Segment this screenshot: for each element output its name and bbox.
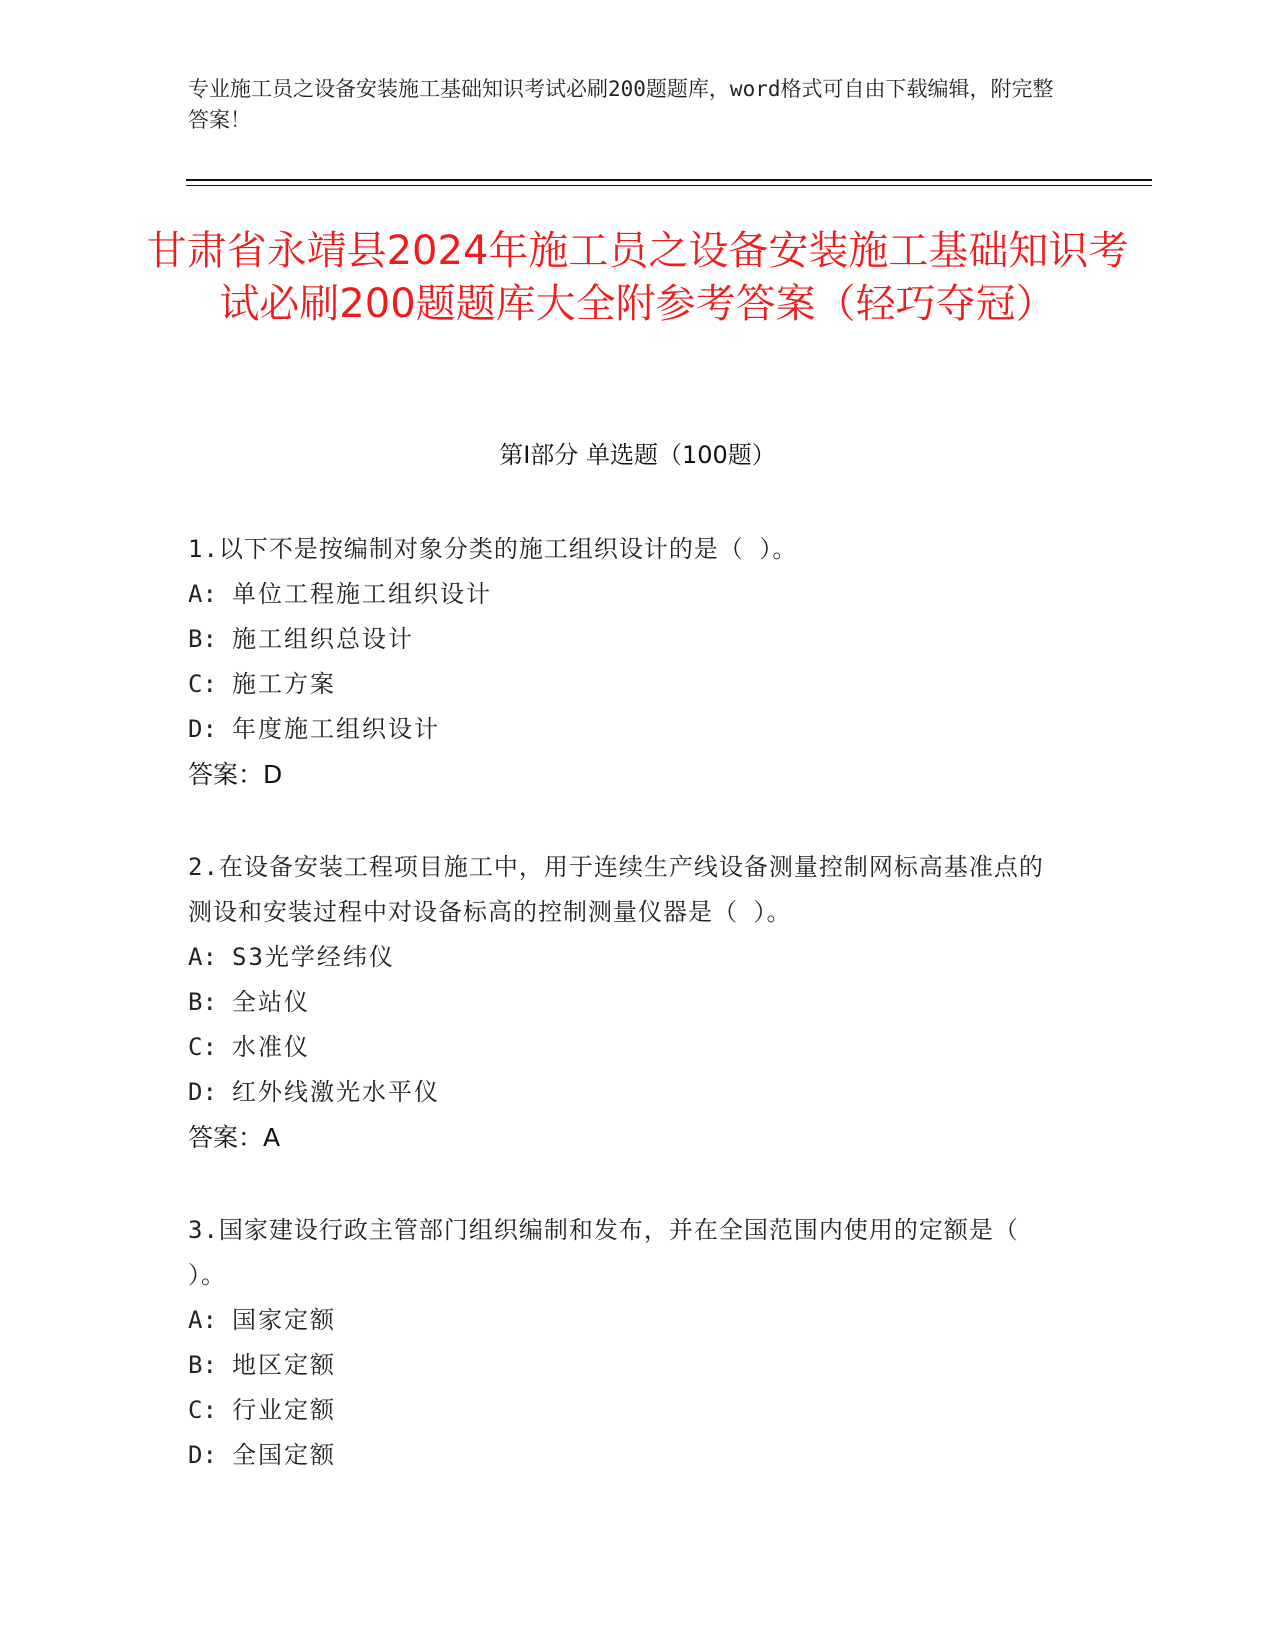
question-stem: 3.国家建设行政主管部门组织编制和发布，并在全国范围内使用的定额是（ ）。 (188, 1216, 1019, 1289)
option-text: 施工组织总设计 (232, 625, 414, 653)
option-letter: B: (188, 1351, 217, 1379)
option-b (188, 617, 1068, 662)
document-title: 甘肃省永靖县2024年施工员之设备安装施工基础知识考试必刷200题题库大全附参考答案（轻巧夺冠） (146, 228, 1129, 327)
header-note: 专业施工员之设备安装施工基础知识考试必刷200题题库，word格式可自由下载编辑，附完整答案！ (188, 77, 1054, 132)
option-text: 水准仪 (232, 1033, 310, 1061)
option-d (188, 707, 1068, 752)
option-text: 全国定额 (232, 1441, 336, 1469)
option-text: 地区定额 (232, 1351, 336, 1379)
option-letter: D: (188, 1078, 217, 1106)
option-text: S3光学经纬仪 (232, 943, 395, 971)
option-c (188, 1025, 1068, 1070)
option-a (188, 572, 1068, 617)
option-c (188, 1388, 1068, 1433)
option-letter: A: (188, 580, 217, 608)
option-d (188, 1433, 1068, 1478)
answer-text: 答案：A (188, 1123, 281, 1152)
option-c (188, 662, 1068, 707)
option-a (188, 935, 1068, 980)
option-text: 单位工程施工组织设计 (232, 580, 492, 608)
question-1 (188, 527, 1068, 797)
option-letter: C: (188, 670, 217, 698)
option-letter: C: (188, 1396, 217, 1424)
question-list (188, 527, 1068, 1526)
option-letter: D: (188, 715, 217, 743)
option-b (188, 980, 1068, 1025)
question-stem: 2.在设备安装工程项目施工中，用于连续生产线设备测量控制网标高基准点的测设和安装过程中对设备标高的控制测量仪器是（ ）。 (188, 853, 1044, 926)
question-stem: 1.以下不是按编制对象分类的施工组织设计的是（ ）。 (188, 535, 798, 563)
option-text: 全站仪 (232, 988, 310, 1016)
option-a (188, 1298, 1068, 1343)
option-d (188, 1070, 1068, 1115)
option-text: 施工方案 (232, 670, 336, 698)
option-letter: C: (188, 1033, 217, 1061)
option-text: 国家定额 (232, 1306, 336, 1334)
answer-text: 答案：D (188, 760, 283, 789)
option-text: 行业定额 (232, 1396, 336, 1424)
option-text: 红外线激光水平仪 (232, 1078, 440, 1106)
section-title: 第Ⅰ部分 单选题（100题） (499, 441, 776, 469)
question-3 (188, 1208, 1068, 1478)
option-letter: D: (188, 1441, 217, 1469)
option-b (188, 1343, 1068, 1388)
question-2 (188, 845, 1068, 1160)
option-text: 年度施工组织设计 (232, 715, 440, 743)
header-divider-thick (186, 179, 1152, 181)
header-divider-thin (186, 185, 1152, 186)
option-letter: B: (188, 625, 217, 653)
option-letter: A: (188, 1306, 217, 1334)
option-letter: B: (188, 988, 217, 1016)
option-letter: A: (188, 943, 217, 971)
